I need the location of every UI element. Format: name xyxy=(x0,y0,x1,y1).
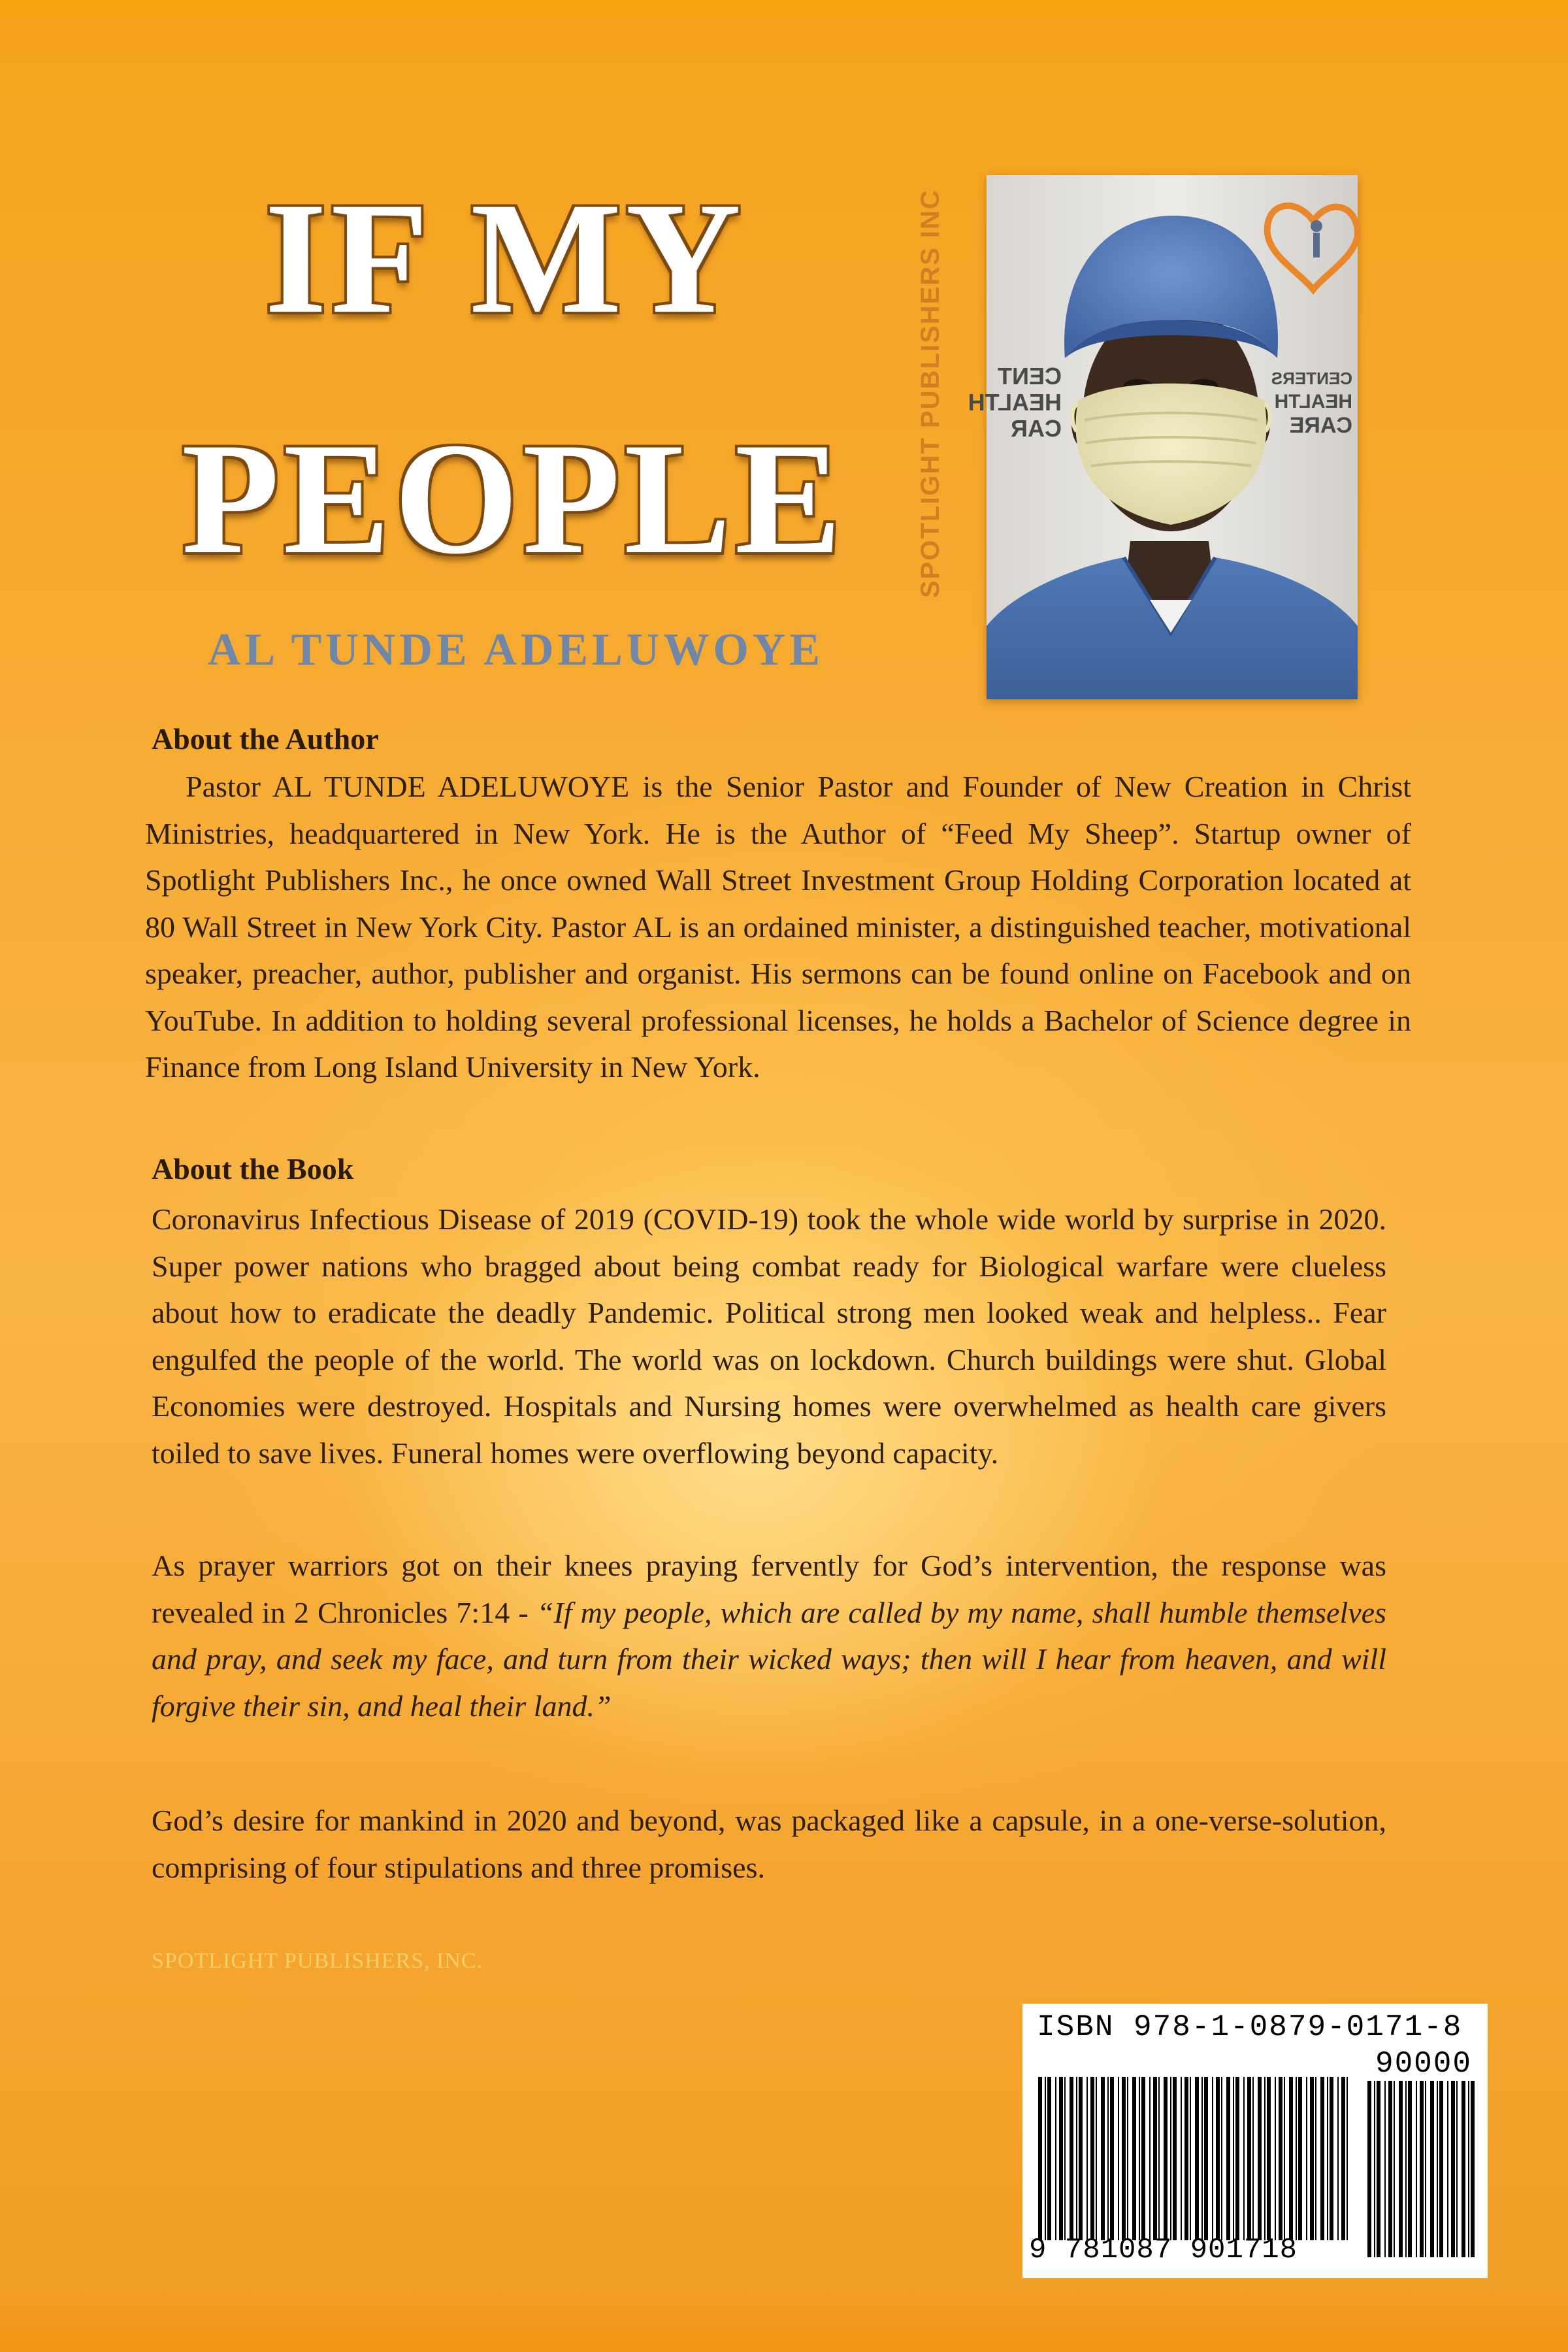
photo-sign-right-line3: CARE xyxy=(1289,413,1352,438)
barcode-bar xyxy=(1055,2077,1056,2240)
barcode-bar xyxy=(1284,2077,1285,2240)
barcode-bar xyxy=(1090,2077,1094,2240)
barcode-bar xyxy=(1076,2077,1077,2240)
barcode-bar xyxy=(1264,2077,1266,2240)
barcode-bar xyxy=(1306,2077,1307,2240)
barcode-bar xyxy=(1070,2077,1073,2240)
barcode-bar xyxy=(1267,2077,1271,2240)
price-code: 90000 xyxy=(1375,2047,1472,2081)
book-title-line-1: IF MY xyxy=(265,169,745,346)
about-book-paragraph-3: God’s desire for mankind in 2020 and beyond, was packaged like a capsule, in a one-verse-solution, comprising of four stipulations and three promises. xyxy=(152,1804,1386,1884)
barcode-bar xyxy=(1252,2077,1254,2240)
barcode-bar xyxy=(1184,2077,1188,2240)
barcode-bar xyxy=(1038,2077,1042,2240)
barcode-bar xyxy=(1394,2081,1395,2257)
photo-sign-left-line3: CAR xyxy=(1011,415,1062,442)
about-book-paragraph-2 xyxy=(152,1542,1386,1729)
barcode-bar xyxy=(1164,2077,1168,2240)
barcode-bar xyxy=(1132,2077,1136,2240)
barcode-bar xyxy=(1420,2081,1424,2257)
barcode-bar xyxy=(1425,2081,1426,2257)
barcode-bar xyxy=(1107,2077,1109,2240)
photo-sign-right-line2: HEALTH xyxy=(1274,391,1352,412)
barcode-bar xyxy=(1341,2077,1345,2240)
author-photo-illustration xyxy=(968,175,1358,699)
ean-barcode-bars xyxy=(1038,2077,1350,2240)
barcode-bar xyxy=(1045,2077,1046,2240)
barcode-bar xyxy=(1201,2077,1203,2240)
author-photo xyxy=(968,175,1358,699)
barcode-bar xyxy=(1447,2081,1448,2257)
photo-sign-left-line2: HEALTH xyxy=(968,389,1062,416)
ean-digits: 9 781087 901718 xyxy=(1029,2234,1298,2266)
scripture-quote: “If my people, which are called by my name, shall humble themselves and pray, and seek my face, and turn from their wicked ways; then will I hear from heaven, and will forgive their sin, and heal their land.” xyxy=(152,1595,1386,1723)
barcode-bar xyxy=(1289,2077,1293,2240)
isbn-barcode xyxy=(1022,2004,1488,2278)
barcode-bar xyxy=(1139,2077,1140,2240)
barcode-bar xyxy=(1377,2081,1380,2257)
barcode-bar xyxy=(1279,2077,1282,2240)
about-author-heading: About the Author xyxy=(152,722,379,755)
barcode-bar xyxy=(1204,2077,1208,2240)
barcode-bar xyxy=(1468,2081,1469,2257)
book-title-line-2: PEOPLE xyxy=(182,410,846,587)
barcode-bar xyxy=(1064,2077,1066,2240)
barcode-bar xyxy=(1367,2081,1371,2257)
price-addon-barcode-bars xyxy=(1367,2081,1475,2257)
barcode-bar xyxy=(1096,2077,1097,2240)
barcode-bar xyxy=(1388,2081,1392,2257)
barcode-bar xyxy=(1439,2081,1443,2257)
publisher-footer: SPOTLIGHT PUBLISHERS, INC. xyxy=(152,1949,483,1973)
barcode-bar xyxy=(1451,2081,1455,2257)
barcode-bar xyxy=(1298,2077,1302,2240)
barcode-bar xyxy=(1190,2077,1191,2240)
barcode-bar xyxy=(1110,2077,1114,2240)
barcode-bar xyxy=(1233,2077,1234,2240)
barcode-bar xyxy=(1320,2077,1324,2240)
barcode-bar xyxy=(1047,2077,1051,2240)
barcode-bar xyxy=(1471,2081,1475,2257)
barcode-bar xyxy=(1430,2081,1434,2257)
barcode-bar xyxy=(1141,2077,1145,2240)
author-name: AL TUNDE ADELUWOYE xyxy=(208,625,825,675)
barcode-bar xyxy=(1153,2077,1157,2240)
barcode-bar xyxy=(1374,2081,1375,2257)
barcode-bar xyxy=(1258,2077,1262,2240)
barcode-bar xyxy=(1247,2077,1251,2240)
barcode-bar xyxy=(1384,2081,1386,2257)
photo-sign-right-line1: CENTERS xyxy=(1271,369,1352,388)
barcode-bar xyxy=(1212,2077,1213,2240)
barcode-bar xyxy=(1243,2077,1245,2240)
top-edge-band xyxy=(0,0,1568,18)
barcode-bar xyxy=(1405,2081,1407,2257)
barcode-bar xyxy=(1086,2077,1088,2240)
barcode-bar xyxy=(1416,2081,1417,2257)
barcode-bar xyxy=(1275,2077,1276,2240)
barcode-bar xyxy=(1181,2077,1182,2240)
about-book-heading: About the Book xyxy=(152,1152,354,1185)
barcode-bar xyxy=(1337,2077,1339,2240)
barcode-bar xyxy=(1118,2077,1119,2240)
barcode-bar xyxy=(1158,2077,1160,2240)
barcode-bar xyxy=(1462,2081,1465,2257)
barcode-bar xyxy=(1226,2077,1230,2240)
barcode-bar xyxy=(1456,2081,1458,2257)
barcode-bar xyxy=(1216,2077,1220,2240)
barcode-bar xyxy=(1315,2077,1316,2240)
photo-sign-left-line1: CENT xyxy=(998,363,1062,389)
about-author-text: Pastor AL TUNDE ADELUWOYE is the Senior Pastor and Founder of New Creation in Christ Ministries, headquartered in New York. He is the Author of “Feed My Sheep”. Startup owner of Spotlight Publishers Inc., he once owned Wall Street Investment Group Holding Corporation located at 80 Wall Street in New York City. Pastor AL is an ordained minister, a distinguished teacher, motivational speaker, preacher, author, publisher and organist. His sermons can be found online on Facebook and on YouTube. In addition to holding several professional licenses, he holds a Bachelor of Science degree in Finance from Long Island University in New York. xyxy=(145,770,1411,1084)
barcode-bar xyxy=(1170,2077,1171,2240)
barcode-bar xyxy=(1399,2081,1403,2257)
barcode-bar xyxy=(1149,2077,1151,2240)
barcode-bar xyxy=(1122,2077,1126,2240)
barcode-bar xyxy=(1079,2077,1083,2240)
barcode-bar xyxy=(1330,2077,1333,2240)
barcode-bar xyxy=(1408,2081,1412,2257)
bottom-edge-band xyxy=(0,2293,1568,2352)
barcode-bar xyxy=(1327,2077,1328,2240)
barcode-bar xyxy=(1310,2077,1314,2240)
barcode-bar xyxy=(1221,2077,1222,2240)
barcode-bar xyxy=(1235,2077,1239,2240)
barcode-bar xyxy=(1347,2077,1348,2240)
barcode-bar xyxy=(1173,2077,1177,2240)
about-book-paragraph-1: Coronavirus Infectious Disease of 2019 (COVID-19) took the whole wide world by surprise in 2020. Super power nations who bragged about being combat ready for Biological warfare were clueless about how to eradicate the deadly Pandemic. Political strong men looked weak and helpless.. Fear engulfed the people of the world. The world was on lockdown. Church buildings were shut. Global Economies were destroyed. Hospitals and Nursing homes were overwhelmed as health care givers toiled to save lives. Funeral homes were overflowing beyond capacity. xyxy=(152,1202,1386,1470)
barcode-bar xyxy=(1296,2077,1297,2240)
barcode-bar xyxy=(1437,2081,1438,2257)
barcode-bar xyxy=(1195,2077,1199,2240)
scripture-intro: As prayer warriors got on their knees praying fervently for God’s intervention, the response was revealed in 2 Chronicles 7:14 - xyxy=(152,1549,1386,1629)
barcode-bar xyxy=(1059,2077,1063,2240)
publisher-vertical-watermark: SPOTLIGHT PUBLISHERS INC xyxy=(916,189,945,598)
barcode-bar xyxy=(1101,2077,1105,2240)
barcode-bar xyxy=(1127,2077,1128,2240)
isbn-label: ISBN 978-1-0879-0171-8 xyxy=(1037,2010,1463,2044)
